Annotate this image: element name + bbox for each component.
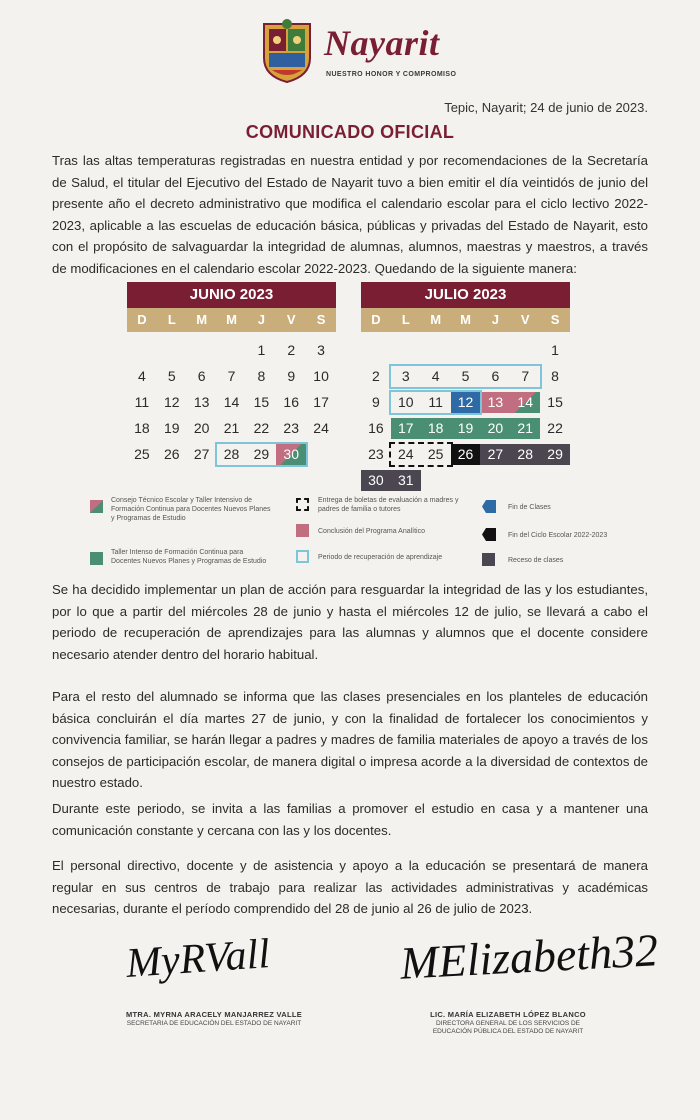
legend-receso: Receso de clases (508, 557, 564, 564)
calendar-day: 27 (193, 446, 210, 462)
intro-paragraph: Tras las altas temperaturas registradas en nuestra entidad y por recomendaciones de la Secretaría de Salud, el titular del Ejecutivo del Estado de Nayarit tuvo a bien emitir el día veintidós de junio del presente año el decreto administrativo que modifica el calendario escolar para el ciclo lectivo 2022-2023, aplicable a las escuelas de educación básica, públicas y privadas del Estado de Nayarit, esto con el propósito de salvaguardar la integridad de alumnas, alumnos, maestras y maestros, a través de modificaciones en el calendario escolar 2022-2023. Quedando de la siguiente manera: (52, 153, 648, 276)
calendar-day: 22 (547, 420, 563, 436)
legend-fin-clases: Fin de Clases (508, 504, 551, 511)
legend-swatch-taller (90, 552, 103, 565)
weekday: D (371, 312, 381, 327)
calendar-day: 13 (193, 394, 210, 410)
calendar-day: 7 (521, 368, 530, 384)
calendar-day: 15 (547, 394, 563, 410)
calendar-july (361, 282, 570, 492)
calendar-day: 13 (480, 392, 510, 413)
paragraph-classes-end: Para el resto del alumnado se informa que las clases presenciales en los planteles de educación básica concluirán el día martes 27 de junio, y con la finalidad de fortalecer los conocimientos y convivencia familiar, se harán llegar a padres y madres de familia materiales de apoyo a través de los consejos de participación escolar, de manera digital o impresa acorde a la diversidad de contextos de nuestro estado. (52, 689, 648, 790)
calendar-day: 19 (451, 418, 481, 439)
calendar-day: 29 (540, 444, 570, 465)
document-title: COMUNICADO OFICIAL (245, 122, 455, 142)
calendar-day: 22 (253, 420, 270, 436)
calendar-day: 23 (283, 420, 299, 436)
weekday: S (550, 312, 560, 327)
weekday: L (167, 312, 176, 327)
calendar-day: 26 (163, 446, 180, 462)
calendar-day: 16 (368, 420, 384, 436)
calendar-day: 25 (427, 446, 444, 462)
calendar-day: 27 (480, 444, 510, 465)
calendar-day: 4 (431, 368, 440, 384)
weekday: M (226, 312, 237, 327)
weekday: S (316, 312, 326, 327)
calendar-day: 11 (134, 394, 150, 410)
calendar-day: 2 (372, 368, 380, 384)
recovery-period-box (215, 442, 309, 467)
calendar-day: 28 (510, 444, 540, 465)
calendar-day: 2 (287, 342, 296, 358)
signature-right-role-line1: DIRECTORA GENERAL DE LOS SERVICIOS DE (435, 1020, 580, 1027)
calendar-day: 28 (223, 446, 240, 462)
legend-swatch-fin-ciclo (482, 528, 496, 546)
calendar-june-title: JUNIO 2023 (127, 282, 336, 308)
calendar-legend (90, 496, 650, 576)
signature-right-script: MElizabeth32 (398, 924, 660, 989)
calendar-day: 10 (313, 368, 329, 384)
calendar-day: 24 (397, 446, 414, 462)
date-line: Tepic, Nayarit; 24 de junio de 2023. (444, 100, 648, 115)
report-card-delivery-box (389, 442, 453, 467)
legend-conclusion: Conclusión del Programa Analítico (318, 528, 426, 535)
recovery-period-box (389, 364, 542, 389)
legend-recuperacion: Periodo de recuperación de aprendizaje (318, 554, 443, 561)
calendar-day: 9 (287, 368, 296, 384)
calendar-day: 31 (391, 470, 421, 491)
legend-fin-ciclo: Fin del Ciclo Escolar 2022-2023 (508, 532, 608, 539)
legend-boletas: Entrega de boletas de evaluación a madres y padres de familia o tutores (318, 497, 459, 513)
calendar-day: 12 (163, 394, 180, 410)
signature-left-role: SECRETARIA DE EDUCACIÓN DEL ESTADO DE NAYARIT (126, 1020, 302, 1027)
weekday: J (257, 312, 265, 327)
weekday: V (520, 312, 530, 327)
legend-swatch-fin-clases (482, 500, 496, 518)
calendar-day: 23 (368, 446, 384, 462)
calendar-day: 29 (253, 446, 270, 462)
weekday-header (361, 308, 570, 332)
calendar-day: 8 (257, 368, 266, 384)
brand-name: Nayarit (324, 23, 440, 63)
signature-left-script: MyRVall (124, 931, 272, 987)
calendar-day: 14 (510, 392, 540, 413)
calendar-day: 5 (461, 368, 470, 384)
calendar-day: 7 (227, 368, 236, 384)
calendar-day: 25 (134, 446, 150, 462)
weekday: V (286, 312, 296, 327)
recovery-period-box (389, 390, 483, 415)
calendar-day: 20 (480, 418, 510, 439)
nayarit-coat-of-arms-logo (260, 18, 314, 84)
weekday: M (196, 312, 208, 327)
legend-swatch-recuperacion (296, 550, 309, 563)
calendar-day: 26 (451, 444, 481, 465)
calendar-day: 21 (510, 418, 540, 439)
calendar-day: 20 (193, 420, 210, 436)
calendar-day: 8 (551, 368, 559, 384)
brand-tagline: NUESTRO HONOR Y COMPROMISO (326, 71, 457, 78)
legend-swatch-receso (482, 553, 495, 566)
calendar-day: 6 (491, 368, 500, 384)
calendar-july-grid (361, 332, 570, 492)
weekday: D (137, 312, 147, 327)
legend-swatch-conclusion (296, 524, 309, 537)
calendar-day: 18 (421, 418, 451, 439)
calendar-day: 15 (253, 394, 270, 410)
legend-swatch-boletas (296, 498, 309, 511)
calendar-day: 24 (313, 420, 329, 436)
calendar-day: 12 (451, 392, 481, 413)
calendar-day: 10 (397, 394, 414, 410)
calendar-day: 18 (134, 420, 150, 436)
signature-right-role-line2: EDUCACIÓN PÚBLICA DEL ESTADO DE NAYARIT (432, 1028, 584, 1035)
paragraph-staff: El personal directivo, docente y de asistencia y apoyo a la educación se presentará de manera regular en sus centros de trabajo para realizar las actividades administrativas y académicas necesarias, durante el período comprendido del 28 de junio al 26 de julio de 2023. (52, 858, 648, 916)
legend-swatch-consejo (90, 500, 103, 513)
calendar-june (127, 282, 336, 492)
calendar-day: 30 (361, 470, 391, 491)
calendar-day: 11 (428, 394, 443, 410)
calendar-day: 1 (551, 342, 559, 358)
legend-consejo: Consejo Técnico Escolar y Taller Intensivo de Formación Continua para Docentes Nuevos Planes y Programas de Estudio (111, 497, 271, 522)
weekday: M (430, 312, 442, 327)
legend-taller: Taller Intenso de Formación Continua para Docentes Nuevos Planes y Programas de Estudio (111, 549, 267, 565)
calendar-day: 21 (223, 420, 240, 436)
calendar-day: 3 (401, 368, 410, 384)
signature-right-name: LIC. MARÍA ELIZABETH LÓPEZ BLANCO (430, 1010, 586, 1019)
weekday: L (401, 312, 410, 327)
calendar-day: 19 (163, 420, 180, 436)
calendar-day: 9 (372, 394, 380, 410)
calendar-june-grid (127, 332, 336, 492)
signature-left-name: MTRA. MYRNA ARACELY MANJARREZ VALLE (125, 1010, 303, 1019)
weekday: J (491, 312, 499, 327)
weekday: M (460, 312, 471, 327)
weekday-header (127, 308, 336, 332)
calendar-day: 1 (257, 342, 266, 358)
calendar-day: 14 (223, 394, 240, 410)
calendar-day: 17 (391, 418, 421, 439)
calendar-day: 17 (313, 394, 329, 410)
calendar-day: 5 (167, 368, 176, 384)
calendar-july-title: JULIO 2023 (361, 282, 570, 308)
calendar-day: 3 (317, 342, 325, 358)
calendar-day: 6 (197, 368, 206, 384)
calendar-day: 16 (283, 394, 299, 410)
paragraph-recovery-plan: Se ha decidido implementar un plan de acción para resguardar la integridad de las y los estudiantes, por lo que a partir del miércoles 28 de junio y hasta el miércoles 12 de julio, se llevará a cabo el periodo de recuperación de aprendizajes para las alumnas y alumnos que el docente considere necesario atender dentro del horario habitual. (52, 582, 648, 662)
calendar-day: 4 (138, 368, 146, 384)
calendar-day: 30 (276, 444, 306, 465)
paragraph-families: Durante este periodo, se invita a las familias a promover el estudio en casa y a mantener una comunicación constante y cercana con las y los docentes. (52, 801, 648, 838)
